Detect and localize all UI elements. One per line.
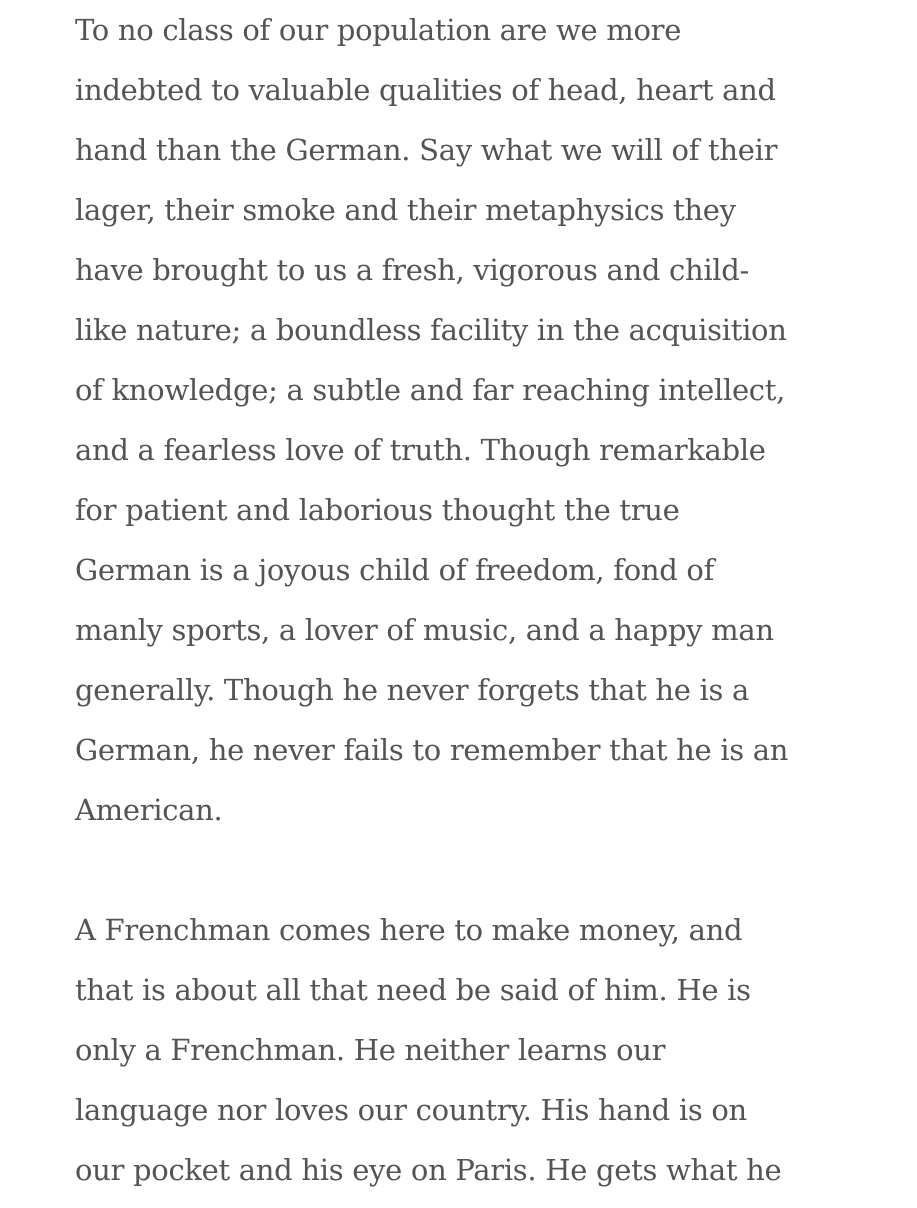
text-line: only a Frenchman. He neither learns our (75, 1033, 666, 1067)
text-line: like nature; a boundless facility in the acquisition (75, 313, 787, 347)
text-line: have brought to us a fresh, vigorous and child- (75, 253, 750, 287)
text-line: of knowledge; a subtle and far reaching intellect, (75, 373, 786, 407)
text-line: generally. Though he never forgets that he is a (75, 673, 750, 707)
text-line: American. (75, 793, 223, 827)
text-line: manly sports, a lover of music, and a happy man (75, 613, 774, 647)
text-line: and a fearless love of truth. Though remarkable (75, 433, 766, 467)
text-line: indebted to valuable qualities of head, heart and (75, 73, 776, 107)
paragraph-frenchman (75, 908, 875, 1208)
article-body (75, 8, 875, 1208)
text-line: that is about all that need be said of him. He is (75, 973, 751, 1007)
text-line: To no class of our population are we more (75, 13, 682, 47)
paragraph-spacer (75, 848, 875, 908)
text-line: hand than the German. Say what we will of their (75, 133, 778, 167)
text-line: lager, their smoke and their metaphysics they (75, 193, 736, 227)
text-line: our pocket and his eye on Paris. He gets what he (75, 1153, 782, 1187)
text-line: German, he never fails to remember that he is an (75, 733, 789, 767)
text-line: German is a joyous child of freedom, fond of (75, 553, 715, 587)
text-line: A Frenchman comes here to make money, and (75, 913, 743, 947)
paragraph-germans (75, 8, 875, 848)
text-line: for patient and laborious thought the true (75, 493, 680, 527)
text-line: language nor loves our country. His hand is on (75, 1093, 747, 1127)
